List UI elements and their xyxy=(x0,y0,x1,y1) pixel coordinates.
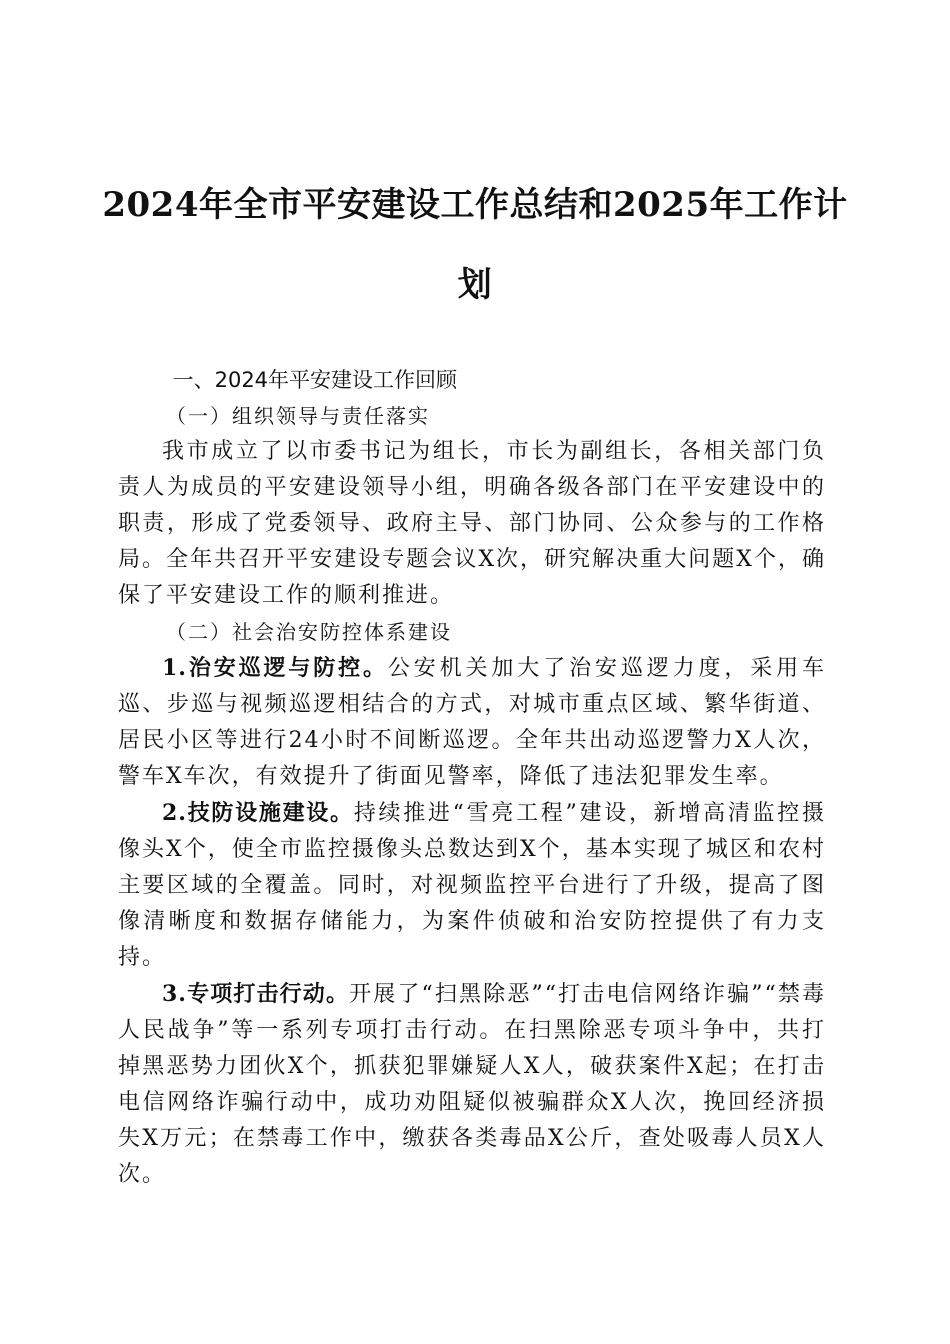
item-lead-special-campaign: 3.专项打击行动。 xyxy=(162,981,350,1007)
subsection-heading-security-system: （二）社会治安防控体系建设 xyxy=(166,620,452,644)
item-lead-tech-defense: 2.技防设施建设。 xyxy=(162,800,354,826)
document-title: 2024年全市平安建设工作总结和2025年工作计划 xyxy=(102,185,848,305)
document-body xyxy=(118,358,826,1193)
paragraph-tech-defense xyxy=(118,795,826,976)
paragraph-organization: 我市成立了以市委书记为组长，市长为副组长，各相关部门负责人为成员的平安建设领导小组，明确各级各部门在平安建设中的职责，形成了党委领导、政府主导、部门协同、公众参与的工作格局。全年共召开平安建设专题会议X次，研究解决重大问题X个，确保了平安建设工作的顺利推进。 xyxy=(118,439,826,608)
item-lead-patrol: 1.治安巡逻与防控。 xyxy=(162,655,388,681)
item-text-special-campaign: 开展了“扫黑除恶”“打击电信网络诈骗”“禁毒人民战争”等一系列专项打击行动。在扫黑除恶专项斗争中，共打掉黑恶势力团伙X个，抓获犯罪嫌疑人X人，破获案件X起；在打击电信网络诈骗行动中，成功劝阻疑似被骗群众X人次，挽回经济损失X万元；在禁毒工作中，缴获各类毒品X公斤，查处吸毒人员X人次。 xyxy=(118,982,826,1187)
item-text-patrol: 公安机关加大了治安巡逻力度，采用车巡、步巡与视频巡逻相结合的方式，对城市重点区域、繁华街道、居民小区等进行24小时不间断巡逻。全年共出动巡逻警力X人次，警车X车次，有效提升了街面见警率，降低了违法犯罪发生率。 xyxy=(118,656,826,789)
subsection-heading-organization: （一）组织领导与责任落实 xyxy=(166,404,430,428)
paragraph-special-campaign xyxy=(118,976,826,1193)
item-text-tech-defense: 持续推进“雪亮工程”建设，新增高清监控摄像头X个，使全市监控摄像头总数达到X个，基本实现了城区和农村主要区域的全覆盖。同时，对视频监控平台进行了升级，提高了图像清晰度和数据存储能力，为案件侦破和治安防控提供了有力支持。 xyxy=(118,801,827,970)
paragraph-patrol xyxy=(118,650,826,795)
section-heading-review: 一、2024年平安建设工作回顾 xyxy=(172,368,458,392)
